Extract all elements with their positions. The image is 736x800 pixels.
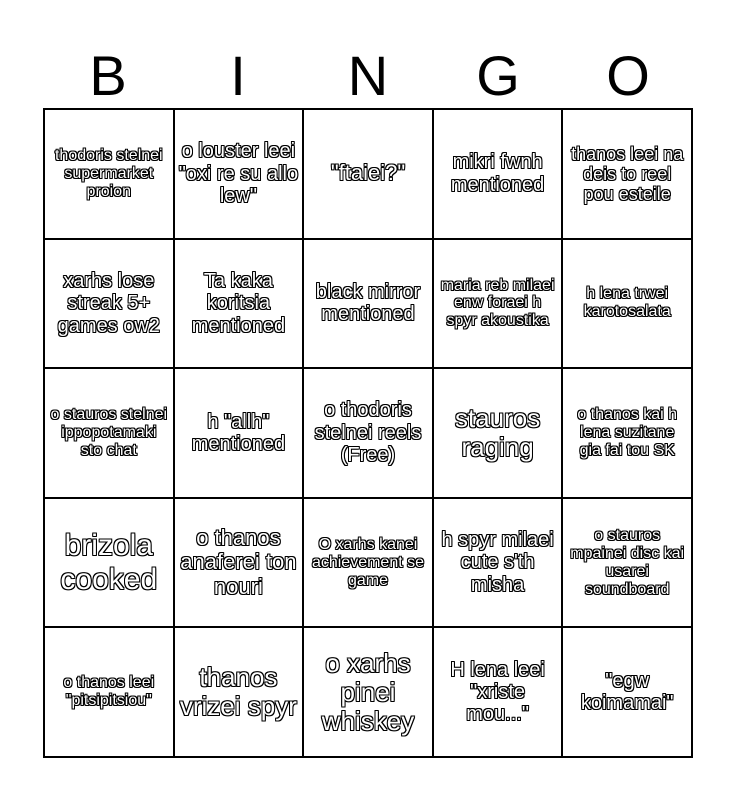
- bingo-cell[interactable]: Ta kaka koritsia mentioned: [174, 239, 304, 369]
- bingo-cell[interactable]: o louster leei "oxi re su allo lew": [174, 109, 304, 239]
- bingo-cell[interactable]: h spyr milaei cute s'th misha: [433, 498, 563, 628]
- bingo-cell[interactable]: "ftaiei?": [303, 109, 433, 239]
- bingo-cell[interactable]: o stauros mpainei disc kai usarei soundboard: [562, 498, 692, 628]
- bingo-cell[interactable]: maria reb milaei enw foraei h spyr akoustika: [433, 239, 563, 369]
- bingo-header: [43, 40, 693, 110]
- header-letter-i: I: [230, 43, 246, 107]
- bingo-cell[interactable]: mikri fwnh mentioned: [433, 109, 563, 239]
- bingo-cell[interactable]: o thanos anaferei ton nouri: [174, 498, 304, 628]
- bingo-cell[interactable]: thanos vrizei spyr: [174, 627, 304, 757]
- bingo-cell[interactable]: black mirror mentioned: [303, 239, 433, 369]
- header-letter-n: N: [347, 43, 389, 107]
- bingo-cell[interactable]: thanos leei na deis to reel pou esteile: [562, 109, 692, 239]
- header-letter-g: G: [476, 43, 520, 107]
- bingo-cell[interactable]: h "allh" mentioned: [174, 368, 304, 498]
- bingo-cell[interactable]: h lena trwei karotosalata: [562, 239, 692, 369]
- bingo-cell[interactable]: O xarhs kanei achievement se game: [303, 498, 433, 628]
- bingo-cell[interactable]: o stauros stelnei ippopotamaki sto chat: [44, 368, 174, 498]
- bingo-cell[interactable]: o thodoris stelnei reels (Free): [303, 368, 433, 498]
- bingo-cell[interactable]: o thanos leei "pitsipitsiou": [44, 627, 174, 757]
- bingo-cell[interactable]: xarhs lose streak 5+ games ow2: [44, 239, 174, 369]
- header-letter-o: O: [606, 43, 650, 107]
- bingo-cell[interactable]: brizola cooked: [44, 498, 174, 628]
- bingo-cell[interactable]: H lena leei "xriste mou...": [433, 627, 563, 757]
- bingo-cell[interactable]: o thanos kai h lena suzitane gia fai tou SK: [562, 368, 692, 498]
- bingo-cell[interactable]: o xarhs pinei whiskey: [303, 627, 433, 757]
- bingo-board: [43, 108, 693, 758]
- bingo-cell[interactable]: stauros raging: [433, 368, 563, 498]
- bingo-cell[interactable]: "egw koimamai": [562, 627, 692, 757]
- header-letter-b: B: [89, 43, 127, 107]
- bingo-cell[interactable]: thodoris stelnei supermarket proion: [44, 109, 174, 239]
